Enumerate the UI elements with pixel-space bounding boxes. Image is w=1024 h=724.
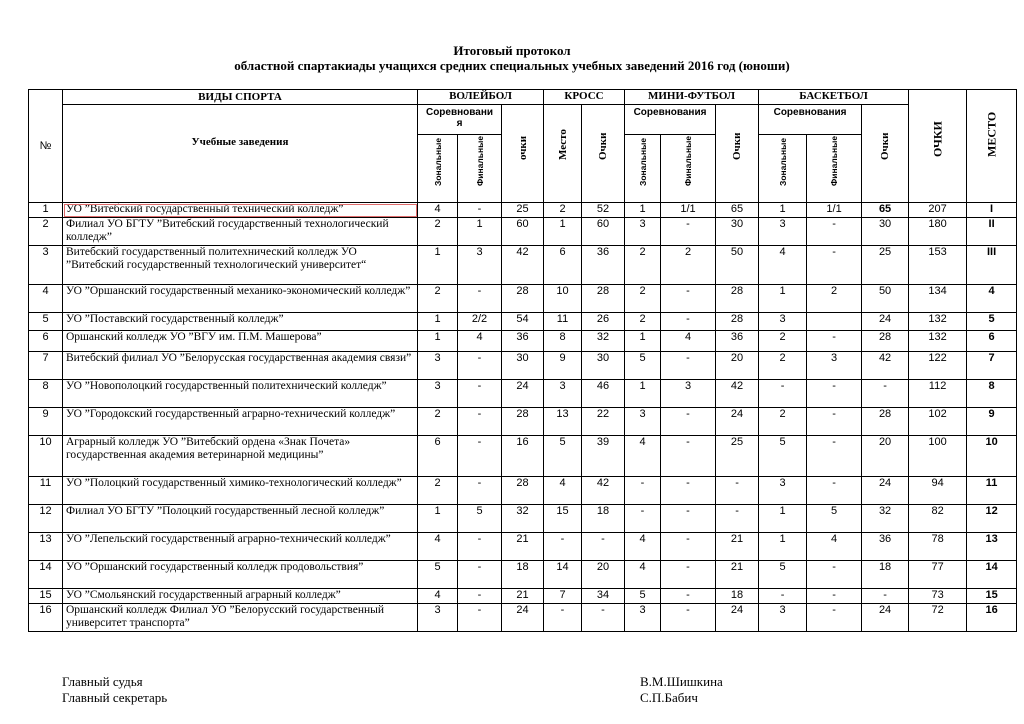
minifootball-points-cell: 28 — [716, 313, 759, 331]
cross-place-cell: 2 — [544, 203, 582, 218]
cross-points-cell: 22 — [582, 408, 625, 436]
minifootball-zonal-cell: 2 — [625, 313, 661, 331]
table-row — [29, 505, 1017, 533]
volleyball-points-cell: 28 — [502, 408, 544, 436]
cross-place-cell: 15 — [544, 505, 582, 533]
minifootball-final-cell: - — [661, 533, 716, 561]
minifootball-zonal-cell: 2 — [625, 246, 661, 285]
overall-place-cell: I — [967, 203, 1017, 218]
minifootball-zonal-cell: 5 — [625, 352, 661, 380]
protocol-subtitle: областной спартакиады учащихся средних специальных учебных заведений 2016 год (юноши) — [234, 58, 790, 73]
table-row — [29, 380, 1017, 408]
institution-name: Филиал УО БГТУ ”Полоцкий государственный лесной колледж” — [63, 505, 418, 533]
minifootball-zonal-cell: 3 — [625, 218, 661, 246]
table-row — [29, 331, 1017, 352]
row-number: 15 — [29, 589, 63, 604]
institution-name: Аграрный колледж УО ”Витебский ордена «Знак Почета» государственная академия ветеринарной медицины” — [63, 436, 418, 477]
volleyball-final-cell: - — [458, 285, 502, 313]
institution-name: УО ”Городокский государственный аграрно-технический колледж” — [63, 408, 418, 436]
total-points-cell: 180 — [909, 218, 967, 246]
minifootball-zonal-cell: 3 — [625, 408, 661, 436]
basketball-final-cell: 4 — [807, 533, 862, 561]
basketball-zonal-cell: 1 — [759, 203, 807, 218]
cross-points-cell: 26 — [582, 313, 625, 331]
overall-place-cell: II — [967, 218, 1017, 246]
cross-place-cell: 9 — [544, 352, 582, 380]
basketball-final-cell: - — [807, 218, 862, 246]
header-total-points: ОЧКИ — [909, 90, 967, 203]
cross-points-cell: 42 — [582, 477, 625, 505]
secretary-label: Главный секретарь — [62, 690, 168, 705]
basketball-points-cell: 20 — [862, 436, 909, 477]
basketball-zonal-cell: 5 — [759, 436, 807, 477]
volleyball-zonal-cell: 2 — [418, 285, 458, 313]
volleyball-points-cell: 18 — [502, 561, 544, 589]
basketball-points-cell: - — [862, 380, 909, 408]
cross-points-cell: 30 — [582, 352, 625, 380]
total-points-cell: 207 — [909, 203, 967, 218]
volleyball-points-cell: 25 — [502, 203, 544, 218]
volleyball-final-cell: - — [458, 408, 502, 436]
minifootball-final-cell: 1/1 — [661, 203, 716, 218]
minifootball-zonal-cell: 4 — [625, 533, 661, 561]
judge-label: Главный судья — [62, 674, 143, 689]
institution-name: Витебский филиал УО ”Белорусская государственная академия связи” — [63, 352, 418, 380]
basketball-final-cell: - — [807, 436, 862, 477]
volleyball-zonal-cell: 2 — [418, 408, 458, 436]
volleyball-zonal-cell: 6 — [418, 436, 458, 477]
table-row — [29, 203, 1017, 218]
minifootball-zonal-header: Зональные — [625, 135, 661, 203]
total-points-cell: 134 — [909, 285, 967, 313]
volleyball-final-cell: - — [458, 352, 502, 380]
volleyball-final-cell: - — [458, 561, 502, 589]
volleyball-points-cell: 36 — [502, 331, 544, 352]
table-row — [29, 352, 1017, 380]
volleyball-final-cell: - — [458, 436, 502, 477]
cross-place-cell: 5 — [544, 436, 582, 477]
basketball-final-header: Финальные — [807, 135, 862, 203]
minifootball-final-cell: - — [661, 352, 716, 380]
total-points-cell: 132 — [909, 331, 967, 352]
volleyball-points-cell: 30 — [502, 352, 544, 380]
overall-place-cell: 6 — [967, 331, 1017, 352]
header-institutions: Учебные заведения — [63, 105, 418, 203]
cross-place-cell: 14 — [544, 561, 582, 589]
volleyball-final-cell: - — [458, 380, 502, 408]
volleyball-zonal-cell: 1 — [418, 331, 458, 352]
row-number: 14 — [29, 561, 63, 589]
table-row — [29, 285, 1017, 313]
basketball-final-cell: 5 — [807, 505, 862, 533]
header-cross: КРОСС — [544, 90, 625, 105]
basketball-points-cell: 65 — [862, 203, 909, 218]
cross-place-header: Место — [544, 105, 582, 203]
minifootball-final-cell: - — [661, 218, 716, 246]
volleyball-zonal-cell: 5 — [418, 561, 458, 589]
volleyball-points-cell: 21 — [502, 533, 544, 561]
row-number: 4 — [29, 285, 63, 313]
volleyball-points-cell: 60 — [502, 218, 544, 246]
basketball-points-cell: 25 — [862, 246, 909, 285]
volleyball-final-cell: 4 — [458, 331, 502, 352]
judge-name: В.М.Шишкина — [640, 674, 723, 689]
overall-place-cell: 14 — [967, 561, 1017, 589]
total-points-cell: 78 — [909, 533, 967, 561]
table-row — [29, 313, 1017, 331]
minifootball-zonal-cell: 4 — [625, 561, 661, 589]
row-number: 9 — [29, 408, 63, 436]
basketball-final-cell: 3 — [807, 352, 862, 380]
header-total-place: МЕСТО — [967, 90, 1017, 203]
cross-place-cell: 7 — [544, 589, 582, 604]
header-no: № — [29, 90, 63, 203]
minifootball-zonal-cell: 1 — [625, 203, 661, 218]
institution-name: УО ”Смольянский государственный аграрный колледж” — [63, 589, 418, 604]
minifootball-final-cell: - — [661, 561, 716, 589]
minifootball-points-cell: 30 — [716, 218, 759, 246]
total-points-cell: 82 — [909, 505, 967, 533]
table-row — [29, 218, 1017, 246]
volleyball-zonal-header: Зональные — [418, 135, 458, 203]
table-row — [29, 561, 1017, 589]
basketball-final-cell: 2 — [807, 285, 862, 313]
minifootball-points-cell: 50 — [716, 246, 759, 285]
basketball-zonal-cell: 4 — [759, 246, 807, 285]
institution-name: УО ”Оршанский государственный механико-экономический колледж” — [63, 285, 418, 313]
minifootball-zonal-cell: - — [625, 477, 661, 505]
basketball-zonal-cell: 3 — [759, 313, 807, 331]
header-sports: ВИДЫ СПОРТА — [63, 90, 418, 105]
minifootball-final-header: Финальные — [661, 135, 716, 203]
minifootball-final-cell: - — [661, 477, 716, 505]
volleyball-final-cell: 1 — [458, 218, 502, 246]
institution-name: Оршанский колледж Филиал УО ”Белорусский государственный университет транспорта” — [63, 604, 418, 632]
minifootball-final-cell: - — [661, 285, 716, 313]
cross-points-cell: - — [582, 533, 625, 561]
minifootball-final-cell: 3 — [661, 380, 716, 408]
volleyball-final-cell: - — [458, 604, 502, 632]
row-number: 13 — [29, 533, 63, 561]
institution-name: УО ”Лепельский государственный аграрно-технический колледж” — [63, 533, 418, 561]
overall-place-cell: 10 — [967, 436, 1017, 477]
header-volleyball: ВОЛЕЙБОЛ — [418, 90, 544, 105]
basketball-final-cell: - — [807, 589, 862, 604]
basketball-points-cell: 36 — [862, 533, 909, 561]
basketball-points-cell: 50 — [862, 285, 909, 313]
cross-place-cell: 13 — [544, 408, 582, 436]
basketball-points-cell: 28 — [862, 408, 909, 436]
row-number: 11 — [29, 477, 63, 505]
row-number: 5 — [29, 313, 63, 331]
institution-name: Филиал УО БГТУ ”Витебский государственный технологический колледж” — [63, 218, 418, 246]
volleyball-zonal-cell: 3 — [418, 604, 458, 632]
volleyball-final-cell: 5 — [458, 505, 502, 533]
overall-place-cell: 11 — [967, 477, 1017, 505]
cross-points-cell: 28 — [582, 285, 625, 313]
volleyball-zonal-cell: 4 — [418, 203, 458, 218]
volleyball-final-cell: - — [458, 533, 502, 561]
volleyball-points-cell: 42 — [502, 246, 544, 285]
cross-points-cell: 46 — [582, 380, 625, 408]
basketball-zonal-cell: 3 — [759, 218, 807, 246]
volleyball-zonal-cell: 1 — [418, 246, 458, 285]
volleyball-zonal-cell: 2 — [418, 477, 458, 505]
institution-name: УО ”Полоцкий государственный химико-технологический колледж” — [63, 477, 418, 505]
minifootball-zonal-cell: 1 — [625, 331, 661, 352]
minifootball-points-cell: 20 — [716, 352, 759, 380]
cross-points-cell: 52 — [582, 203, 625, 218]
row-number: 2 — [29, 218, 63, 246]
overall-place-cell: 5 — [967, 313, 1017, 331]
minifootball-zonal-cell: 5 — [625, 589, 661, 604]
total-points-cell: 132 — [909, 313, 967, 331]
basketball-zonal-header: Зональные — [759, 135, 807, 203]
total-points-cell: 73 — [909, 589, 967, 604]
volleyball-final-cell: 2/2 — [458, 313, 502, 331]
volleyball-zonal-cell: 3 — [418, 352, 458, 380]
volleyball-zonal-cell: 1 — [418, 505, 458, 533]
results-table — [28, 89, 1017, 632]
basketball-final-cell — [807, 313, 862, 331]
basketball-zonal-cell: 3 — [759, 477, 807, 505]
volleyball-zonal-cell: 2 — [418, 218, 458, 246]
minifootball-points-header: Очки — [716, 105, 759, 203]
secretary-name: С.П.Бабич — [640, 690, 698, 705]
cross-place-cell: 3 — [544, 380, 582, 408]
total-points-cell: 122 — [909, 352, 967, 380]
basketball-zonal-cell: 2 — [759, 408, 807, 436]
cross-place-cell: - — [544, 533, 582, 561]
volleyball-zonal-cell: 4 — [418, 533, 458, 561]
cross-points-header: Очки — [582, 105, 625, 203]
minifootball-points-cell: 21 — [716, 533, 759, 561]
cross-points-cell: 39 — [582, 436, 625, 477]
row-number: 3 — [29, 246, 63, 285]
basketball-final-cell: - — [807, 331, 862, 352]
minifootball-points-cell: 24 — [716, 408, 759, 436]
row-number: 8 — [29, 380, 63, 408]
basketball-final-cell: - — [807, 246, 862, 285]
minifootball-final-cell: 2 — [661, 246, 716, 285]
minifootball-zonal-cell: 4 — [625, 436, 661, 477]
institution-name: УО ”Поставский государственный колледж” — [63, 313, 418, 331]
institution-name: УО ”Новополоцкий государственный политехнический колледж” — [63, 380, 418, 408]
row-number: 6 — [29, 331, 63, 352]
minifootball-final-cell: - — [661, 604, 716, 632]
cross-points-cell: 34 — [582, 589, 625, 604]
row-number: 7 — [29, 352, 63, 380]
institution-name: Витебский государственный политехнический колледж УО ”Витебский государственный технологический университет“ — [63, 246, 418, 285]
minifootball-zonal-cell: 1 — [625, 380, 661, 408]
minifootball-points-cell: 18 — [716, 589, 759, 604]
table-row — [29, 246, 1017, 285]
basketball-points-cell: 32 — [862, 505, 909, 533]
volleyball-points-cell: 24 — [502, 604, 544, 632]
volleyball-final-cell: - — [458, 203, 502, 218]
row-number: 12 — [29, 505, 63, 533]
minifootball-points-cell: - — [716, 477, 759, 505]
volleyball-zonal-cell: 3 — [418, 380, 458, 408]
total-points-cell: 100 — [909, 436, 967, 477]
overall-place-cell: 9 — [967, 408, 1017, 436]
minifootball-points-cell: - — [716, 505, 759, 533]
minifootball-zonal-cell: 3 — [625, 604, 661, 632]
basketball-zonal-cell: 1 — [759, 285, 807, 313]
total-points-cell: 77 — [909, 561, 967, 589]
overall-place-cell: 7 — [967, 352, 1017, 380]
basketball-final-cell: - — [807, 561, 862, 589]
table-row — [29, 589, 1017, 604]
cross-points-cell: 18 — [582, 505, 625, 533]
volleyball-points-cell: 28 — [502, 477, 544, 505]
minifootball-final-cell: - — [661, 313, 716, 331]
cross-place-cell: 10 — [544, 285, 582, 313]
basketball-zonal-cell: 3 — [759, 604, 807, 632]
basketball-final-cell: - — [807, 477, 862, 505]
volleyball-points-header: очки — [502, 105, 544, 203]
volleyball-points-cell: 32 — [502, 505, 544, 533]
header-minifootball: МИНИ-ФУТБОЛ — [625, 90, 759, 105]
institution-name: Оршанский колледж УО ”ВГУ им. П.М. Машерова” — [63, 331, 418, 352]
minifootball-final-cell: 4 — [661, 331, 716, 352]
volleyball-points-cell: 16 — [502, 436, 544, 477]
overall-place-cell: 12 — [967, 505, 1017, 533]
total-points-cell: 94 — [909, 477, 967, 505]
volleyball-points-cell: 24 — [502, 380, 544, 408]
table-row — [29, 533, 1017, 561]
volleyball-zonal-cell: 1 — [418, 313, 458, 331]
row-number: 10 — [29, 436, 63, 477]
header-basketball: БАСКЕТБОЛ — [759, 90, 909, 105]
basketball-zonal-cell: 5 — [759, 561, 807, 589]
basketball-competitions-header: Соревнования — [759, 105, 862, 135]
cross-place-cell: 6 — [544, 246, 582, 285]
row-number: 16 — [29, 604, 63, 632]
overall-place-cell: 13 — [967, 533, 1017, 561]
cross-points-cell: - — [582, 604, 625, 632]
table-row — [29, 408, 1017, 436]
volleyball-final-cell: - — [458, 477, 502, 505]
basketball-zonal-cell: 1 — [759, 505, 807, 533]
minifootball-points-cell: 28 — [716, 285, 759, 313]
basketball-zonal-cell: - — [759, 380, 807, 408]
minifootball-competitions-header: Соревнования — [625, 105, 716, 135]
volleyball-competitions-header: Соревнования — [418, 105, 502, 135]
minifootball-zonal-cell: 2 — [625, 285, 661, 313]
basketball-zonal-cell: 2 — [759, 352, 807, 380]
minifootball-zonal-cell: - — [625, 505, 661, 533]
table-row — [29, 436, 1017, 477]
basketball-points-cell: - — [862, 589, 909, 604]
basketball-final-cell: 1/1 — [807, 203, 862, 218]
volleyball-points-cell: 21 — [502, 589, 544, 604]
minifootball-final-cell: - — [661, 505, 716, 533]
volleyball-final-header: Финальные — [458, 135, 502, 203]
overall-place-cell: 15 — [967, 589, 1017, 604]
volleyball-points-cell: 54 — [502, 313, 544, 331]
overall-place-cell: 4 — [967, 285, 1017, 313]
total-points-cell: 153 — [909, 246, 967, 285]
cross-points-cell: 60 — [582, 218, 625, 246]
protocol-title: Итоговый протокол — [453, 43, 571, 58]
total-points-cell: 102 — [909, 408, 967, 436]
basketball-final-cell: - — [807, 604, 862, 632]
overall-place-cell: 8 — [967, 380, 1017, 408]
cross-place-cell: 4 — [544, 477, 582, 505]
volleyball-points-cell: 28 — [502, 285, 544, 313]
basketball-zonal-cell: 1 — [759, 533, 807, 561]
volleyball-final-cell: - — [458, 589, 502, 604]
basketball-final-cell: - — [807, 380, 862, 408]
basketball-points-cell: 42 — [862, 352, 909, 380]
row-number: 1 — [29, 203, 63, 218]
table-row — [29, 604, 1017, 632]
institution-name: УО ”Витебский государственный технический колледж” — [63, 203, 418, 218]
cross-place-cell: 8 — [544, 331, 582, 352]
volleyball-final-cell: 3 — [458, 246, 502, 285]
overall-place-cell: 16 — [967, 604, 1017, 632]
basketball-points-cell: 24 — [862, 313, 909, 331]
minifootball-final-cell: - — [661, 589, 716, 604]
total-points-cell: 72 — [909, 604, 967, 632]
basketball-points-cell: 24 — [862, 477, 909, 505]
minifootball-points-cell: 65 — [716, 203, 759, 218]
basketball-points-cell: 28 — [862, 331, 909, 352]
cross-place-cell: 11 — [544, 313, 582, 331]
basketball-points-header: Очки — [862, 105, 909, 203]
basketball-points-cell: 24 — [862, 604, 909, 632]
table-row — [29, 477, 1017, 505]
volleyball-zonal-cell: 4 — [418, 589, 458, 604]
minifootball-points-cell: 21 — [716, 561, 759, 589]
minifootball-points-cell: 25 — [716, 436, 759, 477]
minifootball-final-cell: - — [661, 408, 716, 436]
cross-points-cell: 20 — [582, 561, 625, 589]
minifootball-points-cell: 24 — [716, 604, 759, 632]
basketball-points-cell: 18 — [862, 561, 909, 589]
basketball-zonal-cell: - — [759, 589, 807, 604]
overall-place-cell: III — [967, 246, 1017, 285]
cross-place-cell: 1 — [544, 218, 582, 246]
cross-points-cell: 32 — [582, 331, 625, 352]
cross-points-cell: 36 — [582, 246, 625, 285]
basketball-points-cell: 30 — [862, 218, 909, 246]
minifootball-final-cell: - — [661, 436, 716, 477]
minifootball-points-cell: 36 — [716, 331, 759, 352]
basketball-zonal-cell: 2 — [759, 331, 807, 352]
cross-place-cell: - — [544, 604, 582, 632]
institution-name: УО ”Оршанский государственный колледж продовольствия” — [63, 561, 418, 589]
basketball-final-cell: - — [807, 408, 862, 436]
total-points-cell: 112 — [909, 380, 967, 408]
minifootball-points-cell: 42 — [716, 380, 759, 408]
